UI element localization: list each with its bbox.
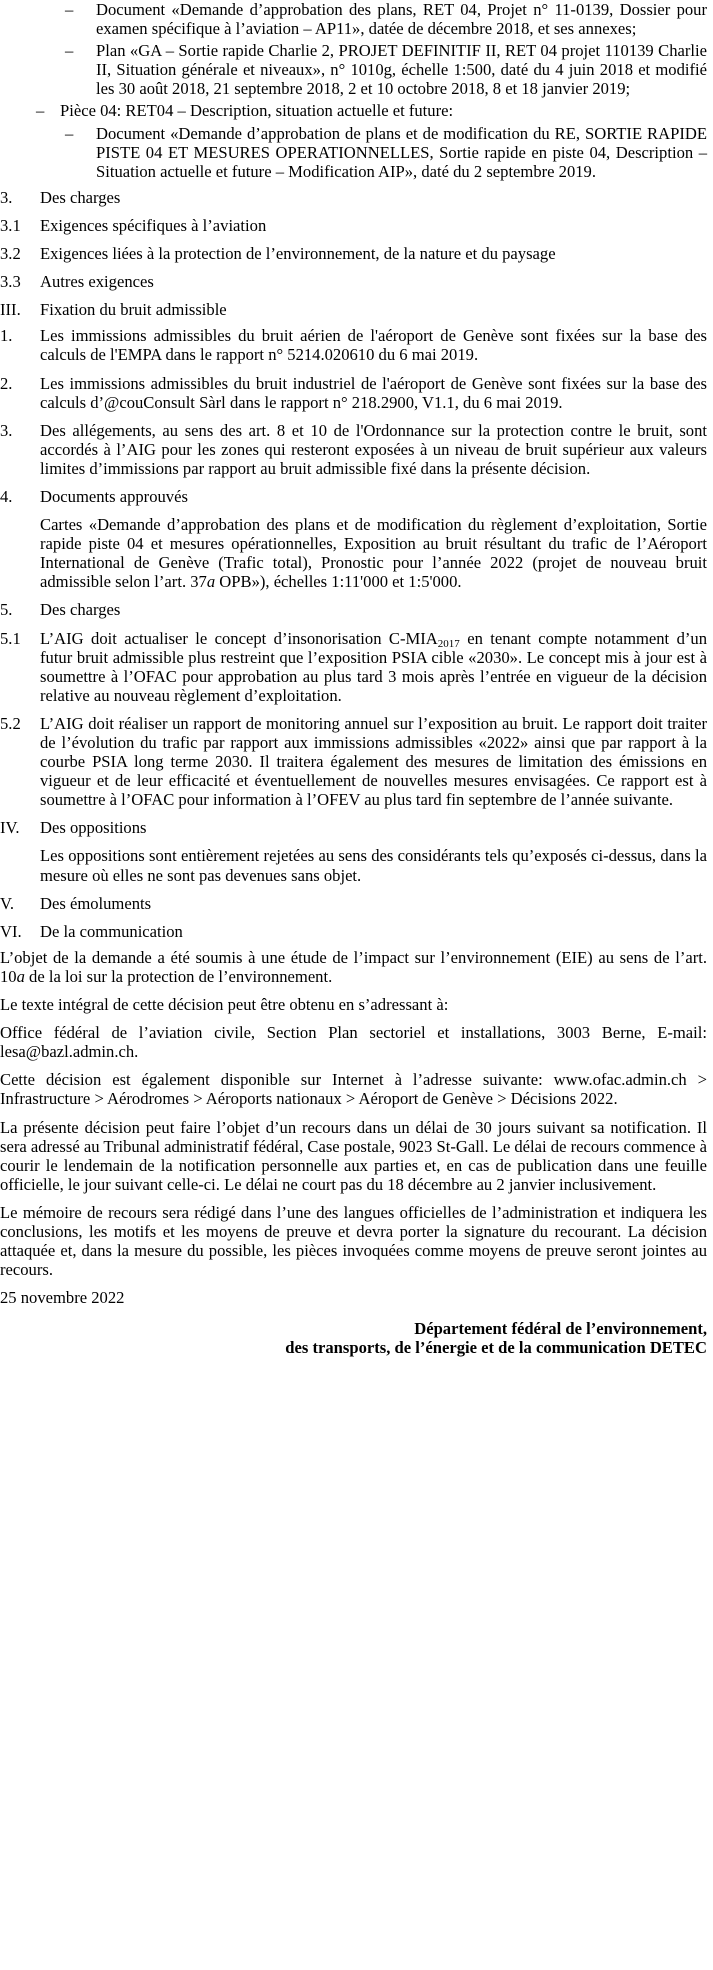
paragraph-title: Documents approuvés bbox=[40, 486, 188, 506]
paragraph-number: 4. bbox=[0, 486, 13, 506]
numbered-paragraph bbox=[0, 600, 713, 619]
numbered-paragraph bbox=[0, 326, 707, 364]
numbered-paragraph bbox=[0, 487, 707, 506]
numbered-paragraph bbox=[0, 714, 707, 809]
list-item bbox=[65, 124, 707, 181]
section-title: Des oppositions bbox=[40, 818, 147, 838]
section-heading bbox=[0, 922, 713, 941]
paragraph-number: 5. bbox=[0, 600, 13, 620]
section-number: V. bbox=[0, 893, 14, 913]
numbered-paragraph bbox=[0, 629, 707, 705]
list-item bbox=[36, 101, 707, 120]
section-heading bbox=[0, 188, 713, 207]
appeal-brief-paragraph: Le mémoire de recours sera rédigé dans l’une des langues officielles de l’administration et indiquera les conclusions, les motifs et les moyens de preuve et devra porter la signature du recourant. La décision attaquée et, dans la mesure du possible, les pièces invoquées comme moyens de preuve seront jointes au recours. bbox=[0, 1202, 707, 1280]
section-heading bbox=[0, 894, 713, 913]
document-date: 25 novembre 2022 bbox=[0, 1288, 125, 1308]
paragraph-number: 3. bbox=[0, 420, 13, 440]
section-title: Exigences liées à la protection de l’environnement, de la nature et du paysage bbox=[40, 244, 556, 264]
paragraph-text: L’AIG doit réaliser un rapport de monitoring annuel sur l’exposition au bruit. Le rapport doit traiter de l’évolution du trafic par rapport aux immissions admissibles «2022» ainsi que par rapport à la courbe PSIA long terme 2030. Il traitera également des mesures de limitation des émissions en vigueur et de leur efficacité et éventuellement de nouvelles mesures envisagées. Ce rapport est à soumettre à l’OFAC pour information à l’OFEV au plus tard fin septembre de l’année suivante. bbox=[40, 713, 707, 810]
list-item bbox=[65, 0, 707, 38]
section-heading bbox=[0, 216, 713, 235]
section-number: 3.3 bbox=[0, 272, 21, 292]
list-item bbox=[65, 41, 707, 98]
signature-line-1: Département fédéral de l’environnement, bbox=[414, 1319, 707, 1339]
paragraph-text: Les immissions admissibles du bruit aérien de l'aéroport de Genève sont fixées sur la base des calculs de l'EMPA dans le rapport n° 5214.020610 du 6 mai 2019. bbox=[40, 326, 707, 365]
list-item-text: Pièce 04: RET04 – Description, situation actuelle et future: bbox=[60, 101, 454, 121]
section-title: Autres exigences bbox=[40, 272, 154, 292]
list-item-text: Plan «GA – Sortie rapide Charlie 2, PROJET DEFINITIF II, RET 04 projet 110139 Charlie II, Situation générale et niveaux», n° 1010g, échelle 1:500, daté du 4 juin 2018 et modifié les 30 août 2018, 21 septembre 2018, 2 et 10 octobre 2018, 8 et 18 janvier 2019; bbox=[96, 41, 707, 99]
paragraph-text: Les oppositions sont entièrement rejetées au sens des considérants tels qu’exposés ci-dessus, dans la mesure où elles ne sont pas devenues sans objet. bbox=[40, 846, 707, 885]
section-title: Exigences spécifiques à l’aviation bbox=[40, 215, 267, 235]
dash-marker: – bbox=[36, 101, 45, 121]
list-item-text: Document «Demande d’approbation des plans, RET 04, Projet n° 11-0139, Dossier pour examen spécifique à l’aviation – AP11», datée de décembre 2018, et ses annexes; bbox=[96, 0, 707, 39]
section-number: 3.1 bbox=[0, 215, 21, 235]
section-heading bbox=[0, 272, 713, 291]
integral-text-paragraph: Le texte intégral de cette décision peut être obtenu en s’adressant à: bbox=[0, 995, 449, 1015]
paragraph-number: 1. bbox=[0, 326, 13, 346]
section-heading bbox=[0, 244, 707, 263]
appeal-paragraph: La présente décision peut faire l’objet d’un recours dans un délai de 30 jours suivant sa notification. Il sera adressé au Tribunal administratif fédéral, Case postale, 9023 St-Gall. Le délai de recours commence à courir le lendemain de la notification personnelle aux parties et, en cas de publication dans une feuille officielle, le jour suivant celle-ci. Le délai ne court pas du 18 décembre au 2 janvier inclusivement. bbox=[0, 1117, 707, 1194]
paragraph-text: Les immissions admissibles du bruit industriel de l'aéroport de Genève sont fixées sur la base des calculs d’@couConsult Sàrl dans le rapport n° 218.2900, V1.1, du 6 mai 2019. bbox=[40, 373, 707, 412]
list-item-text: Document «Demande d’approbation de plans et de modification du RE, SORTIE RAPIDE PISTE 04 ET MESURES OPERATIONNELLES, Sortie rapide en piste 04, Description – Situation actuelle et future – Modification AIP», daté du 2 septembre 2019. bbox=[96, 123, 707, 181]
section-number: III. bbox=[0, 300, 21, 320]
dash-marker: – bbox=[65, 0, 74, 19]
eie-paragraph: L’objet de la demande a été soumis à une étude de l’impact sur l’environnement (EIE) au sens de l’art. 10a de la loi sur la protection de l’environnement. bbox=[0, 947, 707, 986]
dash-marker: – bbox=[65, 41, 74, 61]
dash-marker: – bbox=[65, 123, 74, 143]
paragraph-text: L’AIG doit actualiser le concept d’insonorisation $C-MIA_{2017}$ en tenant compte notamment d’un futur bruit admissible plus restreint que l’exposition PSIA cible «2030». Le concept mis à jour est à soumettre à l’OFAC pour approbation au plus tard 3 mois après l’entrée en vigueur de la décision relative au nouveau règlement d’exploitation. bbox=[40, 628, 707, 705]
paragraph-number: 2. bbox=[0, 373, 13, 393]
paragraph-title: Des charges bbox=[40, 600, 121, 620]
section-title: De la communication bbox=[40, 921, 183, 941]
office-contact-paragraph: Office fédéral de l’aviation civile, Section Plan sectoriel et installations, 3003 Berne, E-mail: lesa@bazl.admin.ch. bbox=[0, 1023, 707, 1062]
section-heading bbox=[0, 818, 713, 837]
paragraph-number: 5.2 bbox=[0, 713, 21, 733]
section-number: IV. bbox=[0, 818, 20, 838]
paragraph-text: Cartes «Demande d’approbation des plans et de modification du règlement d’exploitation, Sortie rapide piste 04 et mesures opérationnelles, Exposition au bruit résultant du trafic de l’Aéroport International de Genève (Trafic total), Pronostic pour l’année 2022 (projet de nouveau bruit admissible selon l’art. 37a OPB»), échelles 1:11'000 et 1:5'000. bbox=[40, 515, 707, 592]
section-number: VI. bbox=[0, 921, 22, 941]
section-title: Fixation du bruit admissible bbox=[40, 300, 227, 320]
signature-line-2: des transports, de l’énergie et de la communication DETEC bbox=[285, 1338, 707, 1358]
section-heading bbox=[0, 300, 713, 319]
section-number: 3. bbox=[0, 187, 13, 207]
section-title: Des émoluments bbox=[40, 893, 152, 913]
section-number: 3.2 bbox=[0, 244, 21, 264]
paragraph-number: 5.1 bbox=[0, 628, 21, 648]
internet-paragraph: Cette décision est également disponible sur Internet à l’adresse suivante: www.ofac.admin.ch > Infrastructure > Aérodromes > Aéroports nationaux > Aéroport de Genève > Décisions 2022. bbox=[0, 1070, 707, 1109]
numbered-paragraph bbox=[0, 421, 707, 478]
paragraph-text: Des allégements, au sens des art. 8 et 10 de l'Ordonnance sur la protection contre le bruit, sont accordés à l’AIG pour les zones qui resteront exposées à un niveau de bruit supérieur aux valeurs limites d’immissions par rapport au bruit admissible fixé dans la présente décision. bbox=[40, 420, 707, 478]
numbered-paragraph bbox=[0, 374, 707, 412]
section-title: Des charges bbox=[40, 187, 121, 207]
